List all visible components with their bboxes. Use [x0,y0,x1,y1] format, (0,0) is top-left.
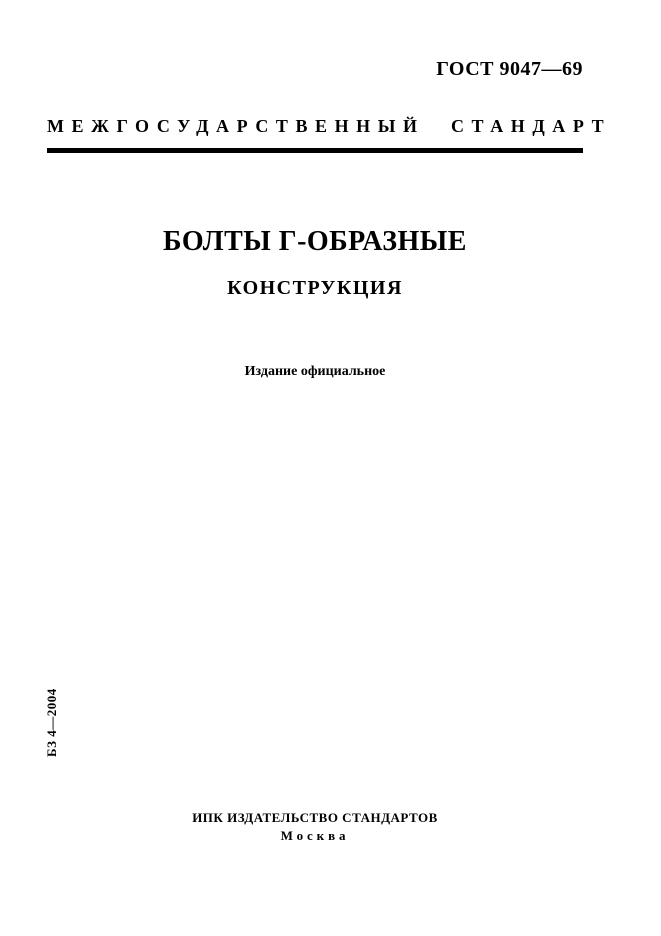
publisher-name: ИПК ИЗДАТЕЛЬСТВО СТАНДАРТОВ [192,810,438,825]
header-rule [47,148,583,153]
document-title: БОЛТЫ Г-ОБРАЗНЫЕ [163,226,467,257]
side-code-rotated: БЗ 4—2004 [44,688,59,757]
standard-number: ГОСТ 9047—69 [436,58,583,80]
document-subtitle: КОНСТРУКЦИЯ [227,277,403,299]
standard-type-heading: МЕЖГОСУДАРСТВЕННЫЙ СТАНДАРТ [47,116,612,136]
edition-note: Издание официальное [244,364,386,379]
publisher-city: Москва [280,828,350,843]
